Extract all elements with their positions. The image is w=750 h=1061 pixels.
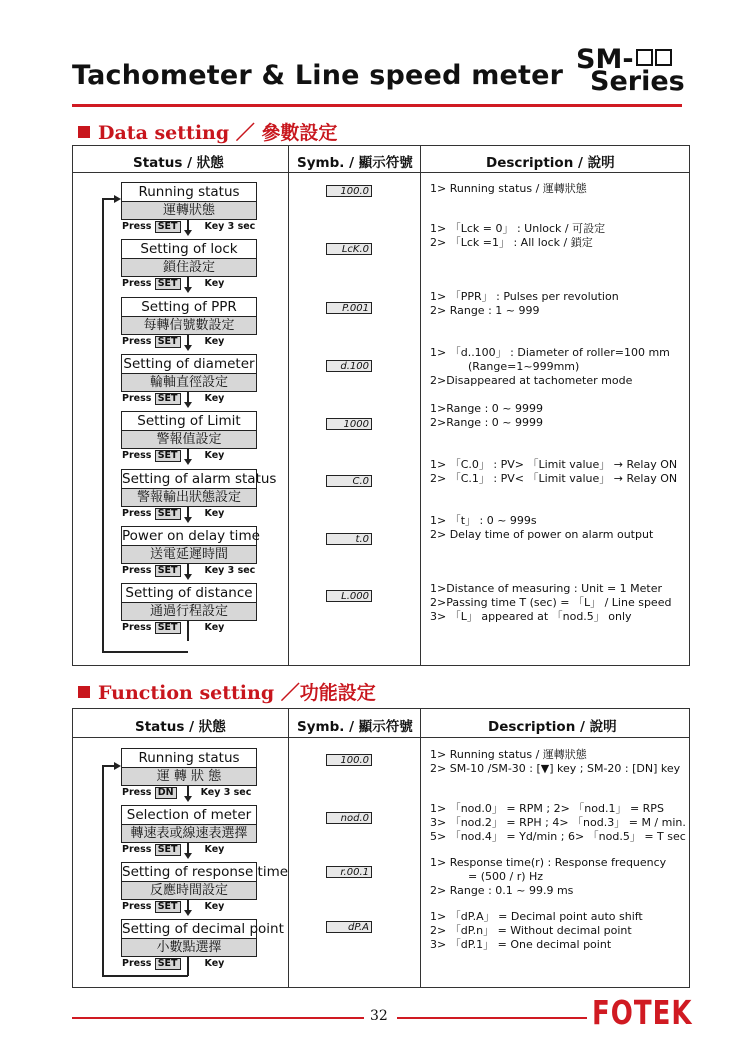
press-after-text: Key xyxy=(204,958,225,969)
press-instruction xyxy=(122,844,224,856)
down-arrow-icon xyxy=(184,574,192,580)
loop-line-bottom xyxy=(102,651,188,653)
press-after-text: Key xyxy=(204,278,225,290)
status-label-zh: 小數點選擇 xyxy=(122,939,256,956)
display-symbol: 100.0 xyxy=(326,754,372,766)
display-symbol: 1000 xyxy=(326,418,372,430)
press-text: Press xyxy=(122,844,155,855)
col-header-symb: Symb. / 顯示符號 xyxy=(297,719,413,735)
bullet-square-icon xyxy=(78,126,90,138)
status-label-zh: 運 轉 狀 態 xyxy=(122,768,256,785)
display-symbol: C.0 xyxy=(326,475,372,487)
status-label-en: Running status xyxy=(122,749,256,768)
function-setting-heading xyxy=(78,678,376,705)
data-setting-heading-text: Data setting ／ 參數設定 xyxy=(98,122,338,144)
press-after-text: Key xyxy=(204,901,225,912)
set-key-button[interactable]: SET xyxy=(155,393,181,405)
status-label-en: Setting of response time xyxy=(122,864,289,880)
brand-logo: FOTEK xyxy=(592,995,693,1033)
press-text: Press xyxy=(122,901,155,912)
status-label-en: Selection of meter xyxy=(122,806,256,825)
series-label: Series xyxy=(590,66,685,97)
page-number: 32 xyxy=(370,1008,388,1024)
description-line: 2> 「C.1」 : PV< 「Limit value」 → Relay ON xyxy=(430,472,678,485)
col-header-status: Status / 狀態 xyxy=(135,719,226,735)
display-symbol: LcK.0 xyxy=(326,243,372,255)
status-label-en: Setting of diameter xyxy=(123,355,255,372)
col-header-status: Status / 狀態 xyxy=(133,155,224,171)
display-symbol: nod.0 xyxy=(326,812,372,824)
press-text: Press xyxy=(122,622,155,634)
set-key-button[interactable]: SET xyxy=(155,508,181,520)
description-line: 3> 「L」 appeared at 「nod.5」 only xyxy=(430,610,632,623)
down-arrow-line xyxy=(187,956,189,976)
col-divider-1 xyxy=(288,708,289,987)
description-line: 1>Range : 0 ~ 9999 xyxy=(430,402,543,415)
description-line: 2> Range : 0.1 ~ 99.9 ms xyxy=(430,884,574,897)
set-key-button[interactable]: SET xyxy=(155,221,181,233)
status-box xyxy=(121,411,257,449)
set-key-button[interactable]: SET xyxy=(155,958,181,970)
panel-header-divider xyxy=(72,737,689,738)
function-setting-heading-text: Function setting ／功能設定 xyxy=(98,682,376,704)
description-line: 1> 「nod.0」 = RPM ; 2> 「nod.1」 = RPS xyxy=(430,802,664,815)
header-divider xyxy=(72,104,682,107)
status-box xyxy=(121,469,277,507)
status-label-en: Setting of decimal point xyxy=(122,921,284,937)
display-symbol: r.00.1 xyxy=(326,866,372,878)
col-header-symb: Symb. / 顯示符號 xyxy=(297,155,413,171)
loop-line-bottom xyxy=(102,975,188,977)
press-instruction xyxy=(122,958,224,970)
status-box xyxy=(121,297,257,335)
col-divider-2 xyxy=(420,708,421,987)
description-line: 2>Range : 0 ~ 9999 xyxy=(430,416,543,429)
panel-header-divider xyxy=(72,172,689,173)
status-label-en: Power on delay time xyxy=(122,527,260,544)
model-prefix: SM- xyxy=(576,44,634,75)
description-line: 1> 「d..100」 : Diameter of roller=100 mm xyxy=(430,346,670,359)
down-arrow-icon xyxy=(184,345,192,351)
col-divider-2 xyxy=(420,145,421,665)
description-line: 1> Running status / 運轉狀態 xyxy=(430,748,587,761)
description-line: (Range=1~999mm) xyxy=(468,360,580,373)
status-label-zh: 反應時間設定 xyxy=(122,882,256,899)
press-instruction xyxy=(122,278,224,290)
description-line: 3> 「nod.2」 = RPH ; 4> 「nod.3」 = M / min. xyxy=(430,816,686,829)
description-line: 2>Passing time T (sec) = 「L」 / Line speed xyxy=(430,596,672,609)
loop-line xyxy=(102,765,104,976)
set-key-button[interactable]: SET xyxy=(155,450,181,462)
status-label-zh: 鎖住設定 xyxy=(122,259,256,276)
description-line: 2> 「Lck =1」 : All lock / 鎖定 xyxy=(430,236,593,249)
description-line: 2>Disappeared at tachometer mode xyxy=(430,374,633,387)
display-symbol: L.000 xyxy=(326,590,372,602)
press-after-text: Key 3 sec xyxy=(204,564,256,576)
status-box xyxy=(121,748,257,786)
down-arrow-icon xyxy=(184,230,192,236)
description-line: 3> 「dP.1」 = One decimal point xyxy=(430,938,612,951)
status-label-zh: 通過行程設定 xyxy=(122,603,256,620)
press-instruction xyxy=(122,622,224,634)
status-box xyxy=(121,862,289,900)
down-arrow-icon xyxy=(184,796,192,802)
set-key-button[interactable]: SET xyxy=(155,844,181,856)
status-label-en: Running status xyxy=(122,183,256,202)
status-label-en: Setting of lock xyxy=(122,240,256,259)
description-line: = (500 / r) Hz xyxy=(468,870,544,883)
footer-line-left xyxy=(72,1017,364,1019)
dn-key-button[interactable]: DN xyxy=(155,787,177,799)
col-header-desc: Description / 說明 xyxy=(486,155,615,171)
status-box xyxy=(121,805,257,843)
press-after-text: Key xyxy=(204,622,225,634)
col-divider-1 xyxy=(288,145,289,665)
press-text: Press xyxy=(122,564,155,576)
description-line: 5> 「nod.4」 = Yd/min ; 6> 「nod.5」 = T sec xyxy=(430,830,686,843)
display-symbol: 100.0 xyxy=(326,185,372,197)
press-instruction xyxy=(122,508,224,520)
press-text: Press xyxy=(122,278,155,290)
status-label-en: Setting of distance xyxy=(122,584,256,603)
status-box xyxy=(121,239,257,277)
description-line: 1> 「t」 : 0 ~ 999s xyxy=(430,514,537,527)
down-arrow-line xyxy=(187,620,189,641)
display-symbol: dP.A xyxy=(326,921,372,933)
set-key-button[interactable]: SET xyxy=(155,565,181,577)
data-setting-heading xyxy=(78,118,337,145)
description-line: 1> Running status / 運轉狀態 xyxy=(430,182,587,195)
status-label-zh: 轉速表或線速表選擇 xyxy=(122,825,256,842)
description-line: 1>Distance of measuring : Unit = 1 Meter xyxy=(430,582,663,595)
description-line: 1> 「C.0」 : PV> 「Limit value」 → Relay ON xyxy=(430,458,678,471)
press-text: Press xyxy=(122,450,155,462)
press-text: Press xyxy=(122,787,155,798)
loop-arrow-icon xyxy=(114,195,121,203)
description-line: 2> SM-10 /SM-30 : [▼] key ; SM-20 : [DN] key xyxy=(430,762,681,775)
set-key-button[interactable]: SET xyxy=(155,901,181,913)
description-line: 2> Range : 1 ~ 999 xyxy=(430,304,540,317)
set-key-button[interactable]: SET xyxy=(155,278,181,290)
description-line: 2> Delay time of power on alarm output xyxy=(430,528,654,541)
status-label-zh: 警報輸出狀態設定 xyxy=(122,489,256,506)
description-line: 1> 「dP.A」 = Decimal point auto shift xyxy=(430,910,643,923)
bullet-square-icon xyxy=(78,686,90,698)
press-text: Press xyxy=(122,392,155,404)
press-after-text: Key xyxy=(204,392,225,404)
description-line: 1> 「PPR」 : Pulses per revolution xyxy=(430,290,619,303)
press-after-text: Key xyxy=(204,335,225,347)
col-header-desc: Description / 說明 xyxy=(488,719,617,735)
press-text: Press xyxy=(122,335,155,347)
press-text: Press xyxy=(122,507,155,519)
status-box xyxy=(121,354,257,392)
loop-arrow-icon xyxy=(114,762,121,770)
press-text: Press xyxy=(122,958,155,969)
display-symbol: P.001 xyxy=(326,302,372,314)
status-label-en: Setting of alarm status xyxy=(122,470,277,487)
display-symbol: d.100 xyxy=(326,360,372,372)
status-box xyxy=(121,583,257,621)
press-after-text: Key 3 sec xyxy=(204,221,256,232)
down-arrow-icon xyxy=(184,517,192,523)
status-label-zh: 輪軸直徑設定 xyxy=(122,374,256,391)
description-line: 2> 「dP.n」 = Without decimal point xyxy=(430,924,632,937)
press-instruction xyxy=(122,393,224,405)
press-after-text: Key xyxy=(204,844,225,855)
down-arrow-icon xyxy=(184,910,192,916)
down-arrow-icon xyxy=(184,402,192,408)
down-arrow-icon xyxy=(184,459,192,465)
status-label-en: Setting of Limit xyxy=(122,412,256,431)
status-label-zh: 每轉信號數設定 xyxy=(122,317,256,334)
page-title: Tachometer & Line speed meter xyxy=(72,60,564,91)
down-arrow-icon xyxy=(184,287,192,293)
status-label-zh: 警報值設定 xyxy=(122,431,256,448)
press-instruction xyxy=(122,901,224,913)
press-after-text: Key 3 sec xyxy=(200,787,252,798)
status-box xyxy=(121,182,257,220)
status-label-zh: 送電延遲時間 xyxy=(122,546,256,563)
press-after-text: Key xyxy=(204,507,225,519)
description-line: 1> Response time(r) : Response frequency xyxy=(430,856,667,869)
loop-line xyxy=(102,198,104,652)
set-key-button[interactable]: SET xyxy=(155,336,181,348)
press-after-text: Key xyxy=(204,450,225,462)
press-text: Press xyxy=(122,221,155,232)
status-box xyxy=(121,526,260,564)
description-line: 1> 「Lck = 0」 : Unlock / 可設定 xyxy=(430,222,606,235)
down-arrow-icon xyxy=(184,853,192,859)
status-label-en: Setting of PPR xyxy=(122,298,256,317)
press-instruction xyxy=(122,450,224,462)
footer-line-right xyxy=(397,1017,587,1019)
set-key-button[interactable]: SET xyxy=(155,622,181,634)
display-symbol: t.0 xyxy=(326,533,372,545)
status-box xyxy=(121,919,284,957)
press-instruction xyxy=(122,336,224,348)
status-label-zh: 運轉狀態 xyxy=(122,202,256,219)
